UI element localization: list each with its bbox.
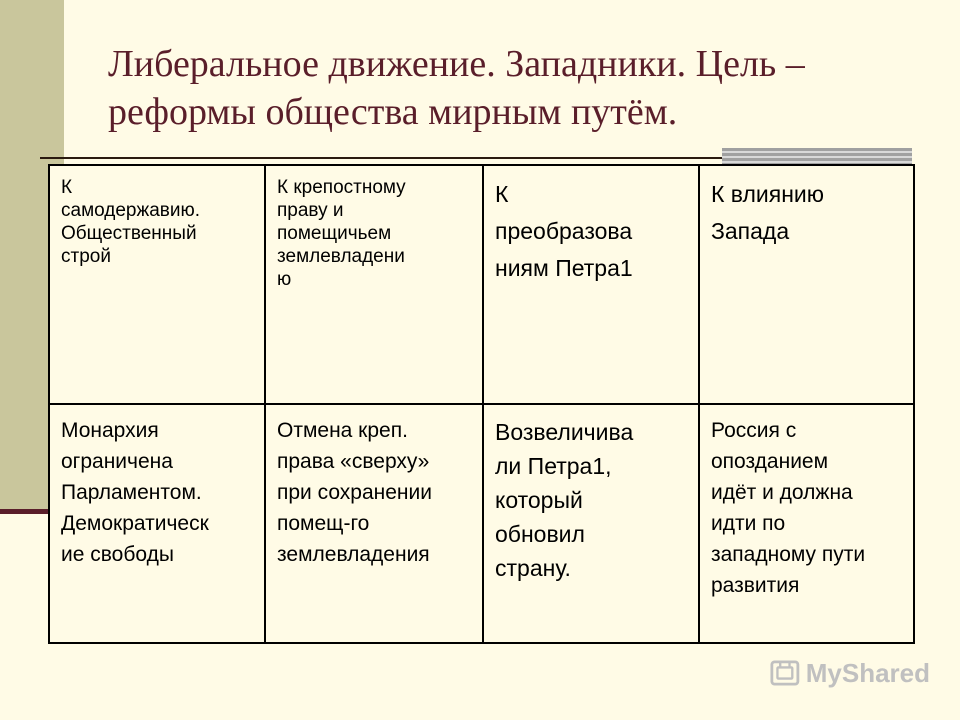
table-cell: Монархия ограничена Парламентом. Демократическ ие свободы (49, 404, 265, 643)
table-cell: К крепостному праву и помещичьем землевладени ю (265, 165, 483, 404)
table-cell: Возвеличива ли Петра1, который обновил страну. (483, 404, 699, 643)
watermark-text: MyShared (805, 657, 930, 688)
table-cell: Россия с опозданием идёт и должна идти по западному пути развития (699, 404, 914, 643)
table-cell: Отмена креп. права «сверху» при сохранении помещ-го землевладения (265, 404, 483, 643)
table-cell: К влиянию Запада (699, 165, 914, 404)
watermark (770, 655, 930, 691)
watermark-logo-icon (770, 658, 800, 688)
table-cell: К самодержавию. Общественный строй (49, 165, 265, 404)
table-row (49, 165, 914, 404)
slide-title: Либеральное движение. Западники. Цель – реформы общества мирным путём. (108, 43, 805, 133)
comparison-table (48, 164, 915, 644)
title-accent-stripes (722, 148, 912, 164)
table-row (49, 404, 914, 643)
table-cell: К преобразова ниям Петра1 (483, 165, 699, 404)
